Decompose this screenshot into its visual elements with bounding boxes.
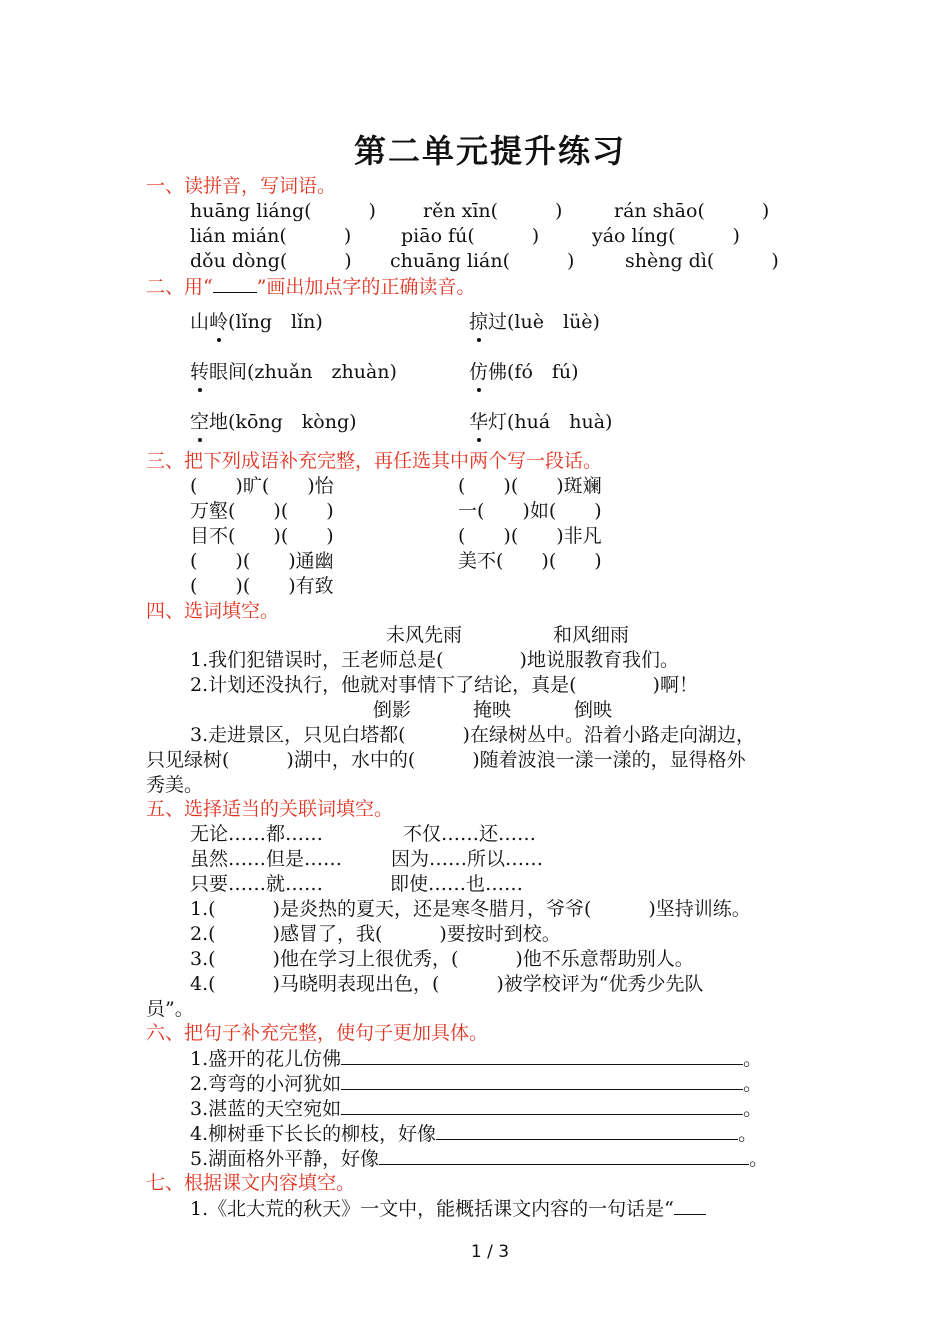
char: 山	[190, 311, 210, 333]
reading-item	[469, 310, 600, 335]
sentence-start: 5.湖面格外平静，好像	[190, 1148, 380, 1170]
word-option: 未风先雨	[386, 624, 463, 646]
dotted-char: 转	[190, 361, 210, 383]
sentence-end: 。	[738, 1123, 758, 1145]
reading-options: 过(luè lüè)	[488, 311, 600, 333]
question-line	[190, 1196, 706, 1221]
word-option: 倒映	[574, 699, 613, 721]
sentence-item	[190, 1096, 762, 1121]
section-1-heading: 一、读拼音，写词语。	[146, 175, 337, 197]
page-number: 1 / 3	[470, 1242, 510, 1262]
pinyin-item: shèng dì( )	[625, 250, 779, 272]
sentence-item	[190, 1146, 768, 1171]
pinyin-item: chuāng lián( )	[390, 250, 575, 272]
conjunction-pair: 只要……就……	[190, 873, 324, 895]
question-text: 1.《北大荒的秋天》一文中，能概括课文内容的一句话是“	[190, 1198, 674, 1220]
conjunction-pair: 无论……都……	[190, 823, 324, 845]
dotted-char: 岭	[209, 311, 229, 333]
pinyin-item: piāo fú( )	[401, 225, 540, 247]
question-line: 4.( )马晓明表现出色，( )被学校评为“优秀少先队	[190, 973, 704, 995]
dotted-char: 掠	[469, 311, 489, 333]
section-4-heading: 四、选词填空。	[146, 600, 280, 622]
reading-item	[469, 410, 612, 435]
question-line: 2.( )感冒了，我( )要按时到校。	[190, 923, 561, 945]
dotted-char: 华	[469, 411, 489, 433]
reading-options: 眼间(zhuǎn zhuàn)	[209, 361, 397, 383]
question-line: 秀美。	[146, 774, 204, 796]
sentence-end: 。	[743, 1098, 763, 1120]
question-line: 3.走进景区，只见白塔都( )在绿树丛中。沿着小路走向湖边，	[190, 724, 755, 746]
idiom-item: ( )( )通幽	[190, 550, 334, 572]
sentence-item	[190, 1121, 757, 1146]
reading-item	[190, 310, 323, 335]
answer-blank[interactable]	[379, 1146, 749, 1165]
reading-item	[469, 360, 579, 385]
word-option: 倒影	[373, 699, 412, 721]
sentence-end: 。	[743, 1073, 763, 1095]
word-option: 掩映	[473, 699, 512, 721]
idiom-item: ( )旷( )怡	[190, 475, 334, 497]
section-7-heading: 七、根据课文内容填空。	[146, 1172, 356, 1194]
reading-options: (lǐng lǐn)	[228, 311, 323, 333]
section-5-heading: 五、选择适当的关联词填空。	[146, 798, 394, 820]
answer-blank[interactable]	[436, 1121, 738, 1140]
conjunction-pair: 不仅……还……	[403, 823, 537, 845]
heading-part: ”画出加点字的正确读音。	[256, 276, 476, 298]
idiom-item: ( )( )非凡	[458, 525, 602, 547]
page-title: 第二单元提升练习	[353, 132, 626, 170]
question-line: 1.我们犯错误时，王老师总是( )地说服教育我们。	[190, 649, 679, 671]
reading-options: 灯(huá huà)	[488, 411, 613, 433]
reading-item	[190, 410, 357, 435]
underline-sample	[213, 274, 257, 293]
reading-item	[190, 360, 397, 385]
sentence-start: 3.湛蓝的天空宛如	[190, 1098, 342, 1120]
answer-blank[interactable]	[341, 1071, 743, 1090]
reading-options: 地(kōng kòng)	[209, 411, 357, 433]
sentence-start: 1.盛开的花儿仿佛	[190, 1048, 342, 1070]
sentence-item	[190, 1046, 762, 1071]
sentence-end: 。	[749, 1148, 769, 1170]
idiom-item: 一( )如( )	[458, 500, 602, 522]
conjunction-pair: 因为……所以……	[391, 848, 544, 870]
question-line: 只见绿树( )湖中，水中的( )随着波浪一漾一漾的，显得格外	[146, 749, 746, 771]
idiom-item: 目不( )( )	[190, 525, 334, 547]
question-line: 1.( )是炎热的夏天，还是寒冬腊月，爷爷( )坚持训练。	[190, 898, 751, 920]
answer-blank[interactable]	[341, 1096, 743, 1115]
pinyin-item: lián mián( )	[190, 225, 352, 247]
pinyin-item: rěn xīn( )	[423, 200, 563, 222]
idiom-item: ( )( )斑斓	[458, 475, 602, 497]
dotted-char: 仿	[469, 361, 489, 383]
sentence-item	[190, 1071, 762, 1096]
conjunction-pair: 即使……也……	[390, 873, 524, 895]
idiom-item: ( )( )有致	[190, 575, 334, 597]
heading-part: 二、用“	[146, 276, 213, 298]
idiom-item: 美不( )( )	[458, 550, 602, 572]
pinyin-item: huāng liáng( )	[190, 200, 376, 222]
word-option: 和风细雨	[553, 624, 630, 646]
reading-options: 佛(fó fú)	[488, 361, 579, 383]
sentence-end: 。	[743, 1048, 763, 1070]
answer-blank[interactable]	[674, 1196, 706, 1215]
dotted-char: 空	[190, 411, 210, 433]
sentence-start: 4.柳树垂下长长的柳枝，好像	[190, 1123, 437, 1145]
question-line: 员”。	[146, 998, 194, 1020]
conjunction-pair: 虽然……但是……	[190, 848, 343, 870]
answer-blank[interactable]	[341, 1046, 743, 1065]
pinyin-item: yáo líng( )	[592, 225, 740, 247]
section-6-heading: 六、把句子补充完整，使句子更加具体。	[146, 1022, 489, 1044]
question-line: 3.( )他在学习上很优秀，( )他不乐意帮助别人。	[190, 948, 694, 970]
section-2-heading	[146, 274, 475, 299]
pinyin-item: rán shāo( )	[614, 200, 770, 222]
question-line: 2.计划还没执行，他就对事情下了结论，真是( )啊！	[190, 674, 698, 696]
section-3-heading: 三、把下列成语补充完整，再任选其中两个写一段话。	[146, 450, 603, 472]
pinyin-item: dǒu dòng( )	[190, 250, 352, 272]
sentence-start: 2.弯弯的小河犹如	[190, 1073, 342, 1095]
idiom-item: 万壑( )( )	[190, 500, 334, 522]
